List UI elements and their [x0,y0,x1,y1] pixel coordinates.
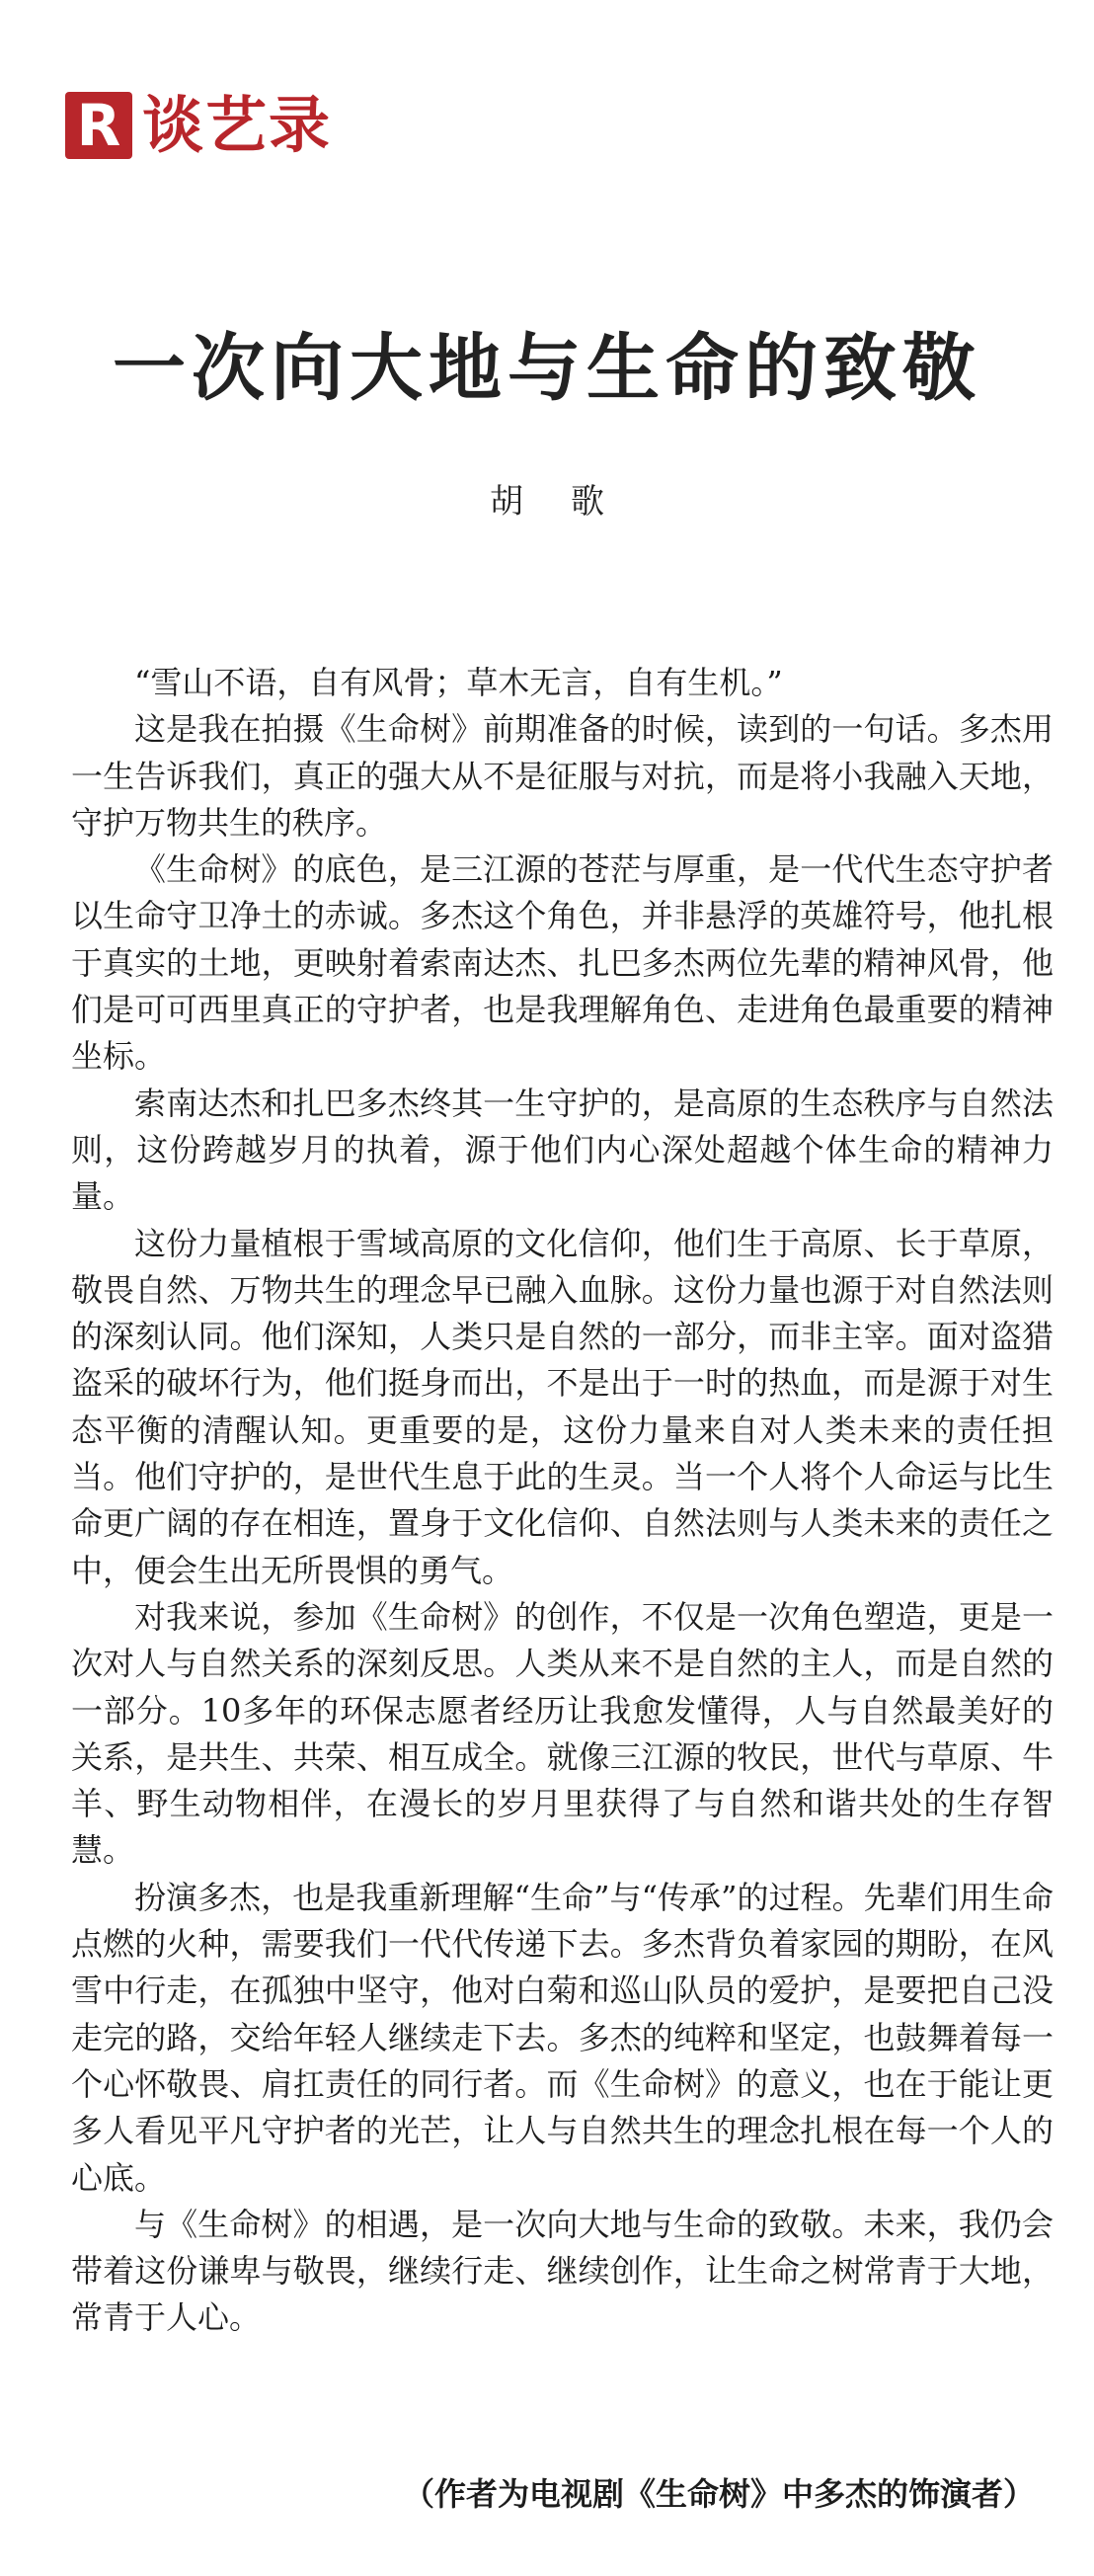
column-name: 谈艺录 [142,89,333,161]
author-note: （作者为电视剧《生命树》中多杰的饰演者） [402,2475,1035,2513]
paragraph-5: 这份力量植根于雪域高原的文化信仰，他们生于高原、长于草原，敬畏自然、万物共生的理念早已融入血脉。这份力量也源于对自然法则的深刻认同。他们深知，人类只是自然的一部分，而非主宰。面对盗猎盗采的破坏行为，他们挺身而出，不是出于一时的热血，而是源于对生态平衡的清醒认知。更重要的是，这份力量来自对人类未来的责任担当。他们守护的，是世代生息于此的生灵。当一个人将个人命运与比生命更广阔的存在相连，置身于文化信仰、自然法则与人类未来的责任之中，便会生出无所畏惧的勇气。 [71,1224,1054,1589]
author-byline: 胡歌 [490,482,652,522]
column-logo [65,91,332,160]
article-body [71,660,1054,2342]
column-logo-mark: R [65,92,132,159]
paragraph-1: “雪山不语，自有风骨；草木无言，自有生机。” [134,664,783,701]
paragraph-7: 扮演多杰，也是我重新理解“生命”与“传承”的过程。先辈们用生命点燃的火种，需要我们一代代传递下去。多杰背负着家园的期盼，在风雪中行走，在孤独中坚守，他对白菊和巡山队员的爱护，是要把自己没走完的路，交给年轻人继续走下去。多杰的纯粹和坚定，也鼓舞着每一个心怀敬畏、肩扛责任的同行者。而《生命树》的意义，也在于能让更多人看见平凡守护者的光芒，让人与自然共生的理念扎根在每一个人的心底。 [71,1878,1054,2197]
paragraph-2: 这是我在拍摄《生命树》前期准备的时候，读到的一句话。多杰用一生告诉我们，真正的强大从不是征服与对抗，而是将小我融入天地，守护万物共生的秩序。 [71,710,1054,842]
paragraph-6: 对我来说，参加《生命树》的创作，不仅是一次角色塑造，更是一次对人与自然关系的深刻反思。人类从来不是自然的主人，而是自然的一部分。10多年的环保志愿者经历让我愈发懂得，人与自然最美好的关系，是共生、共荣、相互成全。就像三江源的牧民，世代与草原、牛羊、野生动物相伴，在漫长的岁月里获得了与自然和谐共处的生存智慧。 [71,1597,1054,1870]
article-title: 一次向大地与生命的致敬 [113,326,981,411]
paragraph-4: 索南达杰和扎巴多杰终其一生守护的，是高原的生态秩序与自然法则，这份跨越岁月的执着，源于他们内心深处超越个体生命的精神力量。 [71,1084,1054,1216]
paragraph-8: 与《生命树》的相遇，是一次向大地与生命的致敬。未来，我仍会带着这份谦卑与敬畏，继续行走、继续创作，让生命之树常青于大地，常青于人心。 [71,2205,1054,2337]
paragraph-3: 《生命树》的底色，是三江源的苍茫与厚重，是一代代生态守护者以生命守卫净土的赤诚。多杰这个角色，并非悬浮的英雄符号，他扎根于真实的土地，更映射着索南达杰、扎巴多杰两位先辈的精神风骨，他们是可可西里真正的守护者，也是我理解角色、走进角色最重要的精神坐标。 [71,850,1054,1076]
